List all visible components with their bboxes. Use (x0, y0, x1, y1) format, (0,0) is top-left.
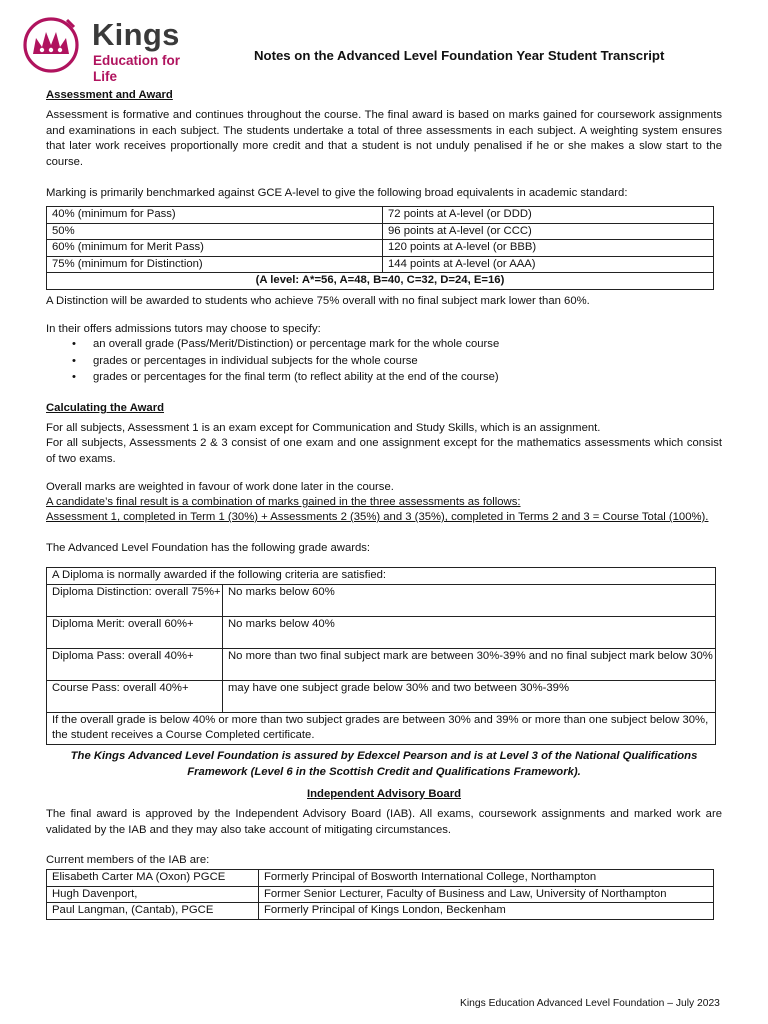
table-row (47, 207, 714, 224)
table-row (47, 886, 714, 903)
course-completed-note: If the overall grade is below 40% or more than two subject grades are between 30% and 39% or more than one subject below 30%, the student receives a Course Completed certificate. (47, 712, 716, 744)
offer-text: grades or percentages for the final term (to reflect ability at the end of the course) (93, 371, 499, 383)
offer-text: grades or percentages in individual subjects for the whole course (93, 354, 418, 367)
equivalent-cell: 120 points at A-level (or BBB) (383, 240, 714, 257)
assurance-note: The Kings Advanced Level Foundation is assured by Edexcel Pearson and is at Level 3 of the National Qualifications Framework (Level 6 in the Scottish Credit and Qualifications Framework). (70, 750, 698, 778)
criteria-cell: No more than two final subject mark are between 30%-39% and no final subject mark below 30% (223, 648, 716, 680)
page-footer: Kings Education Advanced Level Foundation – July 2023 (460, 998, 720, 1009)
bullet-icon: • (72, 354, 76, 367)
equivalent-cell: 96 points at A-level (or CCC) (383, 223, 714, 240)
mark-cell: 75% (minimum for Distinction) (47, 256, 383, 273)
equivalents-table (46, 206, 714, 290)
diploma-criteria-header: A Diploma is normally awarded if the following criteria are satisfied: (47, 568, 716, 585)
a-level-points-note: (A level: A*=56, A=48, B=40, C=32, D=24, E=16) (47, 273, 714, 290)
equivalent-cell: 72 points at A-level (or DDD) (383, 207, 714, 224)
table-row (47, 712, 716, 744)
award-cell: Course Pass: overall 40%+ (47, 680, 223, 712)
list-item (46, 354, 499, 371)
mark-cell: 40% (minimum for Pass) (47, 207, 383, 224)
table-row (47, 584, 716, 616)
distinction-note: A Distinction will be awarded to students who achieve 75% overall with no final subject mark lower than 60%. (46, 295, 590, 307)
mark-cell: 60% (minimum for Merit Pass) (47, 240, 383, 257)
member-name: Paul Langman, (Cantab), PGCE (47, 903, 259, 920)
table-row (47, 903, 714, 920)
member-role: Formerly Principal of Bosworth International College, Northampton (259, 870, 714, 887)
calc-p5: Assessment 1, completed in Term 1 (30%) + Assessments 2 (35%) and 3 (35%), completed in Terms 2 and 3 = Course Total (100%). (46, 511, 709, 523)
calc-p1: For all subjects, Assessment 1 is an exam except for Communication and Study Skills, which is an assignment. (46, 422, 601, 434)
assessment-heading: Assessment and Award (46, 89, 173, 101)
table-row (47, 568, 716, 585)
marking-intro: Marking is primarily benchmarked against GCE A-level to give the following broad equivalents in academic standard: (46, 187, 628, 199)
calc-p4: A candidate’s final result is a combination of marks gained in the three assessments as follows: (46, 496, 521, 508)
member-name: Hugh Davenport, (47, 886, 259, 903)
criteria-cell: may have one subject grade below 30% and two between 30%-39% (223, 680, 716, 712)
calculating-heading: Calculating the Award (46, 402, 165, 414)
list-item (46, 337, 499, 354)
table-row (47, 273, 714, 290)
bullet-icon: • (72, 371, 76, 383)
criteria-cell: No marks below 60% (223, 584, 716, 616)
iab-text: The final award is approved by the Independent Advisory Board (IAB). All exams, coursework assignments and marked work are validated by the IAB and they may also take account of mitigating circumstances. (46, 808, 722, 836)
criteria-cell: No marks below 40% (223, 616, 716, 648)
member-role: Former Senior Lecturer, Faculty of Business and Law, University of Northampton (259, 886, 714, 903)
grade-awards-table (46, 567, 716, 745)
mark-cell: 50% (47, 223, 383, 240)
assessment-intro: Assessment is formative and continues throughout the course. The final award is based on marks gained for coursework assignments and examinations in each subject. The students undertake a total of three assessments in each subject. A weighting system ensures that later work receives proportionally more credit and that a student is not unduly penalised if he or she makes a slow start to the course. (46, 109, 722, 168)
kings-logo (20, 16, 200, 84)
table-row (47, 240, 714, 257)
offers-list (46, 337, 499, 387)
award-cell: Diploma Pass: overall 40%+ (47, 648, 223, 680)
logo-brand: Kings (92, 17, 180, 52)
crown-circle-logo-icon (20, 14, 82, 76)
list-item (46, 370, 499, 387)
logo-tagline: Education for Life (93, 53, 180, 84)
member-name: Elisabeth Carter MA (Oxon) PGCE (47, 870, 259, 887)
bullet-icon: • (72, 338, 76, 350)
offer-text: an overall grade (Pass/Merit/Distinction) or percentage mark for the whole course (93, 338, 500, 350)
equivalent-cell: 144 points at A-level (or AAA) (383, 256, 714, 273)
iab-members-intro: Current members of the IAB are: (46, 854, 210, 866)
offers-intro: In their offers admissions tutors may choose to specify: (46, 323, 321, 335)
document-title: Notes on the Advanced Level Foundation Year Student Transcript (254, 48, 665, 63)
grades-intro: The Advanced Level Foundation has the following grade awards: (46, 542, 371, 554)
iab-heading: Independent Advisory Board (307, 788, 461, 800)
member-role: Formerly Principal of Kings London, Beckenham (259, 903, 714, 920)
table-row (47, 616, 716, 648)
table-row (47, 223, 714, 240)
table-row (47, 256, 714, 273)
award-cell: Diploma Distinction: overall 75%+ (47, 584, 223, 616)
award-cell: Diploma Merit: overall 60%+ (47, 616, 223, 648)
calc-p2: For all subjects, Assessments 2 & 3 consist of one exam and one assignment except for the mathematics assessments which consist of two exams. (46, 437, 722, 465)
table-row (47, 648, 716, 680)
table-row (47, 870, 714, 887)
table-row (47, 680, 716, 712)
iab-members-table (46, 869, 714, 920)
calc-p3: Overall marks are weighted in favour of work done later in the course. (46, 481, 394, 493)
